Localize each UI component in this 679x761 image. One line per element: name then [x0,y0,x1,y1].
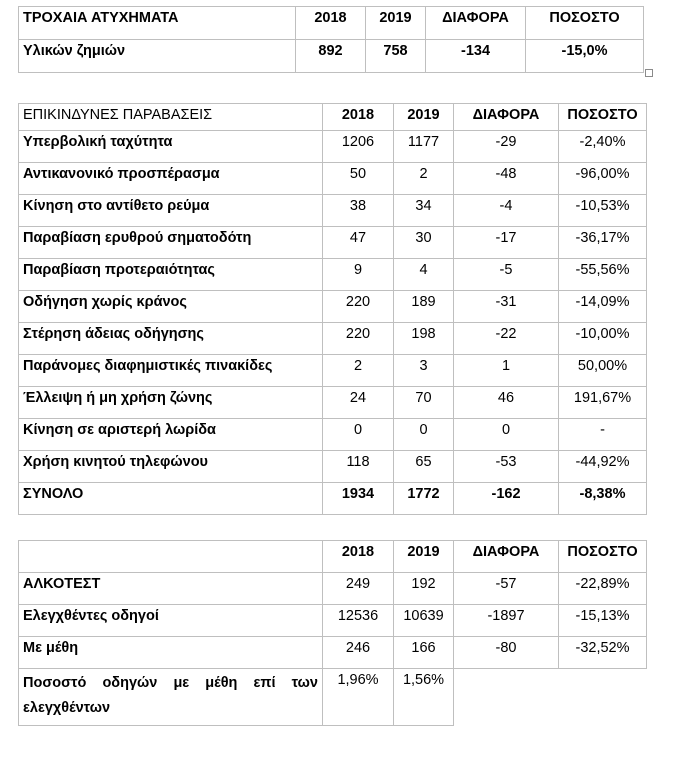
difference-value: -31 [454,291,559,323]
value-2018: 38 [323,195,394,227]
table-row [19,227,647,259]
row-label: Κίνηση στο αντίθετο ρεύμα [19,195,323,227]
year-2018-header: 2018 [323,541,394,573]
value-2018: 1206 [323,131,394,163]
value-2018: 47 [323,227,394,259]
alcohol-table [18,540,647,726]
total-percentage: -8,38% [559,483,647,515]
row-label: Παράνομες διαφημιστικές πινακίδες [19,355,323,387]
table-row [19,605,647,637]
value-2018: 2 [323,355,394,387]
row-label: Χρήση κινητού τηλεφώνου [19,451,323,483]
row-label: Ελεγχθέντες οδηγοί [19,605,323,637]
alcohol-header-row [19,541,647,573]
value-2018: 118 [323,451,394,483]
percentage-value: -55,56% [559,259,647,291]
value-2019: 4 [394,259,454,291]
difference-value: -1897 [454,605,559,637]
table-row [19,451,647,483]
empty-cell [454,669,559,726]
table-row [19,195,647,227]
percentage-value: -36,17% [559,227,647,259]
difference-value: -29 [454,131,559,163]
percentage-value: -22,89% [559,573,647,605]
accidents-header-row [19,7,644,40]
percentage-value: - [559,419,647,451]
difference-value: -53 [454,451,559,483]
table-resize-handle[interactable] [645,69,653,77]
row-label: Κίνηση σε αριστερή λωρίδα [19,419,323,451]
row-label: ΑΛΚΟΤΕΣΤ [19,573,323,605]
percentage-value: -15,0% [526,40,644,73]
table-row [19,163,647,195]
row-label: Παραβίαση ερυθρού σηματοδότη [19,227,323,259]
table-row [19,40,644,73]
value-2019: 2 [394,163,454,195]
row-label: Παραβίαση προτεραιότητας [19,259,323,291]
value-2018: 50 [323,163,394,195]
percentage-value: -32,52% [559,637,647,669]
percentage-value: -14,09% [559,291,647,323]
difference-value: 46 [454,387,559,419]
percentage-value: -15,13% [559,605,647,637]
difference-header: ΔΙΑΦΟΡΑ [454,104,559,131]
percentage-value: 191,67% [559,387,647,419]
row-label: Υλικών ζημιών [19,40,296,73]
difference-value: -5 [454,259,559,291]
year-2019-header: 2019 [394,104,454,131]
percent-2019: 1,56% [394,669,454,726]
value-2018: 0 [323,419,394,451]
year-2018-header: 2018 [296,7,366,40]
value-2019: 0 [394,419,454,451]
table-row [19,131,647,163]
table-row [19,291,647,323]
difference-value: -134 [426,40,526,73]
percent-row [19,669,647,726]
percent-row-label: Ποσοστό οδηγών με μέθη επί των ελεγχθέντων [19,669,323,726]
value-2019: 192 [394,573,454,605]
year-2019-header: 2019 [366,7,426,40]
value-2018: 12536 [323,605,394,637]
total-2018: 1934 [323,483,394,515]
percent-2018: 1,96% [323,669,394,726]
accidents-table [18,6,644,73]
percentage-value: -10,53% [559,195,647,227]
difference-value: -22 [454,323,559,355]
percentage-value: -10,00% [559,323,647,355]
table-row [19,259,647,291]
value-2019: 198 [394,323,454,355]
difference-value: -57 [454,573,559,605]
value-2019: 189 [394,291,454,323]
table-row [19,573,647,605]
difference-header: ΔΙΑΦΟΡΑ [454,541,559,573]
percentage-value: -2,40% [559,131,647,163]
percentage-header: ΠΟΣΟΣΤΟ [559,104,647,131]
difference-value: -4 [454,195,559,227]
value-2018: 892 [296,40,366,73]
value-2019: 166 [394,637,454,669]
violations-header-row [19,104,647,131]
row-label: Στέρηση άδειας οδήγησης [19,323,323,355]
accidents-title: ΤΡΟΧΑΙΑ ΑΤΥΧΗΜΑΤΑ [19,7,296,40]
empty-header-cell [19,541,323,573]
difference-header: ΔΙΑΦΟΡΑ [426,7,526,40]
row-label: Με μέθη [19,637,323,669]
value-2018: 220 [323,323,394,355]
total-label: ΣΥΝΟΛΟ [19,483,323,515]
row-label: Οδήγηση χωρίς κράνος [19,291,323,323]
value-2019: 34 [394,195,454,227]
value-2019: 10639 [394,605,454,637]
value-2018: 24 [323,387,394,419]
percentage-value: 50,00% [559,355,647,387]
value-2018: 9 [323,259,394,291]
percentage-value: -44,92% [559,451,647,483]
difference-value: -17 [454,227,559,259]
table-row [19,355,647,387]
percentage-header: ΠΟΣΟΣΤΟ [559,541,647,573]
value-2019: 1177 [394,131,454,163]
value-2018: 246 [323,637,394,669]
difference-value: -48 [454,163,559,195]
difference-value: 0 [454,419,559,451]
difference-value: -80 [454,637,559,669]
table-row [19,323,647,355]
table-row [19,387,647,419]
year-2018-header: 2018 [323,104,394,131]
value-2019: 30 [394,227,454,259]
year-2019-header: 2019 [394,541,454,573]
total-difference: -162 [454,483,559,515]
table-row [19,637,647,669]
value-2019: 758 [366,40,426,73]
violations-table [18,103,647,515]
value-2018: 220 [323,291,394,323]
violations-title: ΕΠΙΚΙΝΔΥΝΕΣ ΠΑΡΑΒΑΣΕΙΣ [19,104,323,131]
total-row [19,483,647,515]
percentage-value: -96,00% [559,163,647,195]
value-2019: 70 [394,387,454,419]
row-label: Αντικανονικό προσπέρασμα [19,163,323,195]
value-2019: 65 [394,451,454,483]
percentage-header: ΠΟΣΟΣΤΟ [526,7,644,40]
difference-value: 1 [454,355,559,387]
table-row [19,419,647,451]
row-label: Υπερβολική ταχύτητα [19,131,323,163]
value-2018: 249 [323,573,394,605]
total-2019: 1772 [394,483,454,515]
empty-cell [559,669,647,726]
row-label: Έλλειψη ή μη χρήση ζώνης [19,387,323,419]
value-2019: 3 [394,355,454,387]
